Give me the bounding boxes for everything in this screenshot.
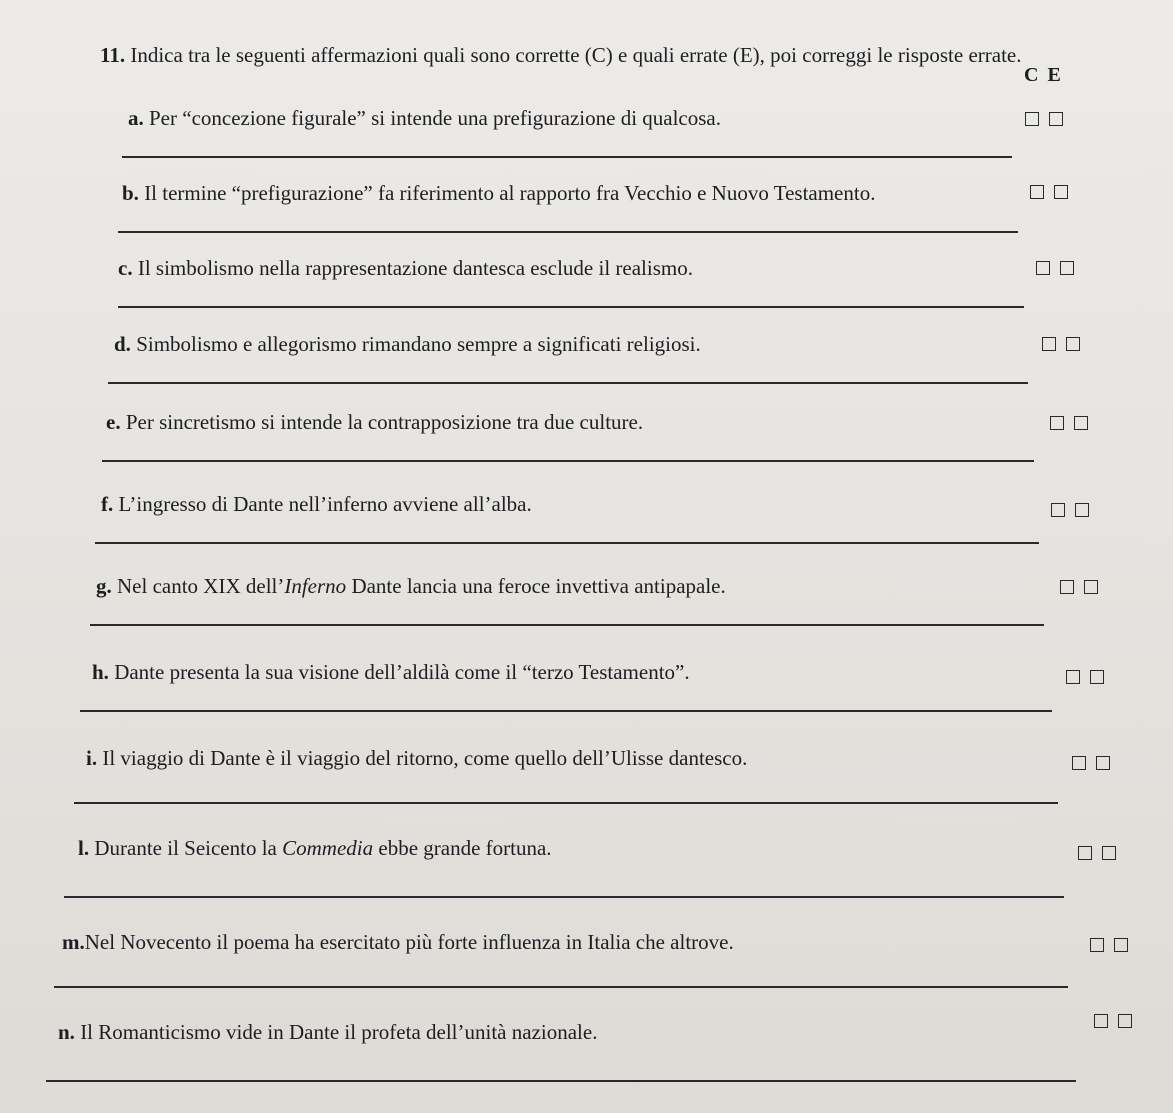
item-text-start: Durante il Seicento la	[94, 836, 283, 860]
statement-item	[114, 332, 1114, 392]
statement-item	[78, 836, 1128, 896]
checkbox-correct[interactable]	[1066, 670, 1080, 684]
item-text: Dante presenta la sua visione dell’aldilà come il “terzo Testamento”.	[114, 660, 690, 684]
answer-line[interactable]	[102, 460, 1034, 462]
statement-text	[122, 181, 875, 205]
checkbox-correct[interactable]	[1094, 1014, 1108, 1028]
statement-item	[58, 1020, 1138, 1080]
statement-item	[128, 106, 1128, 166]
item-text: Nel Novecento il poema ha esercitato più forte influenza in Italia che altrove.	[84, 930, 734, 954]
checkbox-correct[interactable]	[1030, 185, 1044, 199]
answer-boxes	[1090, 938, 1128, 952]
checkbox-correct[interactable]	[1036, 261, 1050, 275]
item-text: Per “concezione figurale” si intende una prefigurazione di qualcosa.	[149, 106, 721, 130]
answer-line[interactable]	[122, 156, 1012, 158]
item-letter: f.	[101, 492, 114, 516]
statement-item	[96, 574, 1116, 634]
item-letter: m.	[62, 930, 85, 954]
statement-text	[106, 410, 643, 434]
checkbox-error[interactable]	[1060, 261, 1074, 275]
answer-boxes	[1094, 1014, 1132, 1028]
statement-item	[122, 181, 1122, 241]
column-correct-label: C	[1024, 64, 1041, 86]
item-text-end: ebbe grande fortuna.	[373, 836, 552, 860]
checkbox-error[interactable]	[1074, 416, 1088, 430]
statement-text	[128, 106, 721, 130]
statement-text	[78, 836, 552, 860]
exercise-instruction	[100, 44, 1040, 66]
answer-line[interactable]	[118, 306, 1024, 308]
item-letter: d.	[114, 332, 131, 356]
answer-line[interactable]	[95, 542, 1039, 544]
item-letter: i.	[86, 746, 98, 770]
item-letter: e.	[106, 410, 121, 434]
answer-boxes	[1050, 416, 1088, 430]
answer-boxes	[1025, 112, 1063, 126]
statement-item	[118, 256, 1118, 316]
item-text: Il termine “prefigurazione” fa riferimento al rapporto fra Vecchio e Nuovo Testamento.	[144, 181, 876, 205]
statement-item	[106, 410, 1106, 470]
checkbox-error[interactable]	[1096, 756, 1110, 770]
item-text: Per sincretismo si intende la contrapposizione tra due culture.	[125, 410, 644, 434]
checkbox-correct[interactable]	[1072, 756, 1086, 770]
checkbox-error[interactable]	[1102, 846, 1116, 860]
checkbox-error[interactable]	[1084, 580, 1098, 594]
statement-text	[86, 746, 747, 770]
statement-item	[101, 492, 1111, 552]
checkbox-error[interactable]	[1075, 503, 1089, 517]
checkbox-error[interactable]	[1118, 1014, 1132, 1028]
checkbox-correct[interactable]	[1090, 938, 1104, 952]
answer-boxes	[1060, 580, 1098, 594]
answer-line[interactable]	[118, 231, 1018, 233]
answer-boxes	[1051, 503, 1089, 517]
statement-text	[58, 1020, 597, 1044]
statement-item	[62, 930, 1132, 990]
answer-boxes	[1030, 185, 1068, 199]
item-text-start: Nel canto XIX dell’	[117, 574, 285, 598]
item-letter: c.	[118, 256, 133, 280]
item-text-italic: Commedia	[282, 836, 374, 860]
item-letter: h.	[92, 660, 109, 684]
checkbox-error[interactable]	[1066, 337, 1080, 351]
statement-text	[114, 332, 701, 356]
instruction-text: Indica tra le seguenti affermazioni quali sono corrette (C) e quali errate (E), poi correggi le risposte errate.	[130, 43, 1022, 67]
checkbox-error[interactable]	[1054, 185, 1068, 199]
answer-boxes	[1078, 846, 1116, 860]
answer-line[interactable]	[54, 986, 1068, 988]
item-letter: g.	[96, 574, 112, 598]
checkbox-error[interactable]	[1114, 938, 1128, 952]
statement-item	[86, 746, 1126, 806]
statement-text	[101, 492, 532, 516]
item-text: Il viaggio di Dante è il viaggio del ritorno, come quello dell’Ulisse dantesco.	[102, 746, 748, 770]
item-text: Simbolismo e allegorismo rimandano sempre a significati religiosi.	[136, 332, 701, 356]
item-text: Il simbolismo nella rappresentazione dantesca esclude il realismo.	[137, 256, 693, 280]
answer-column-headers	[1024, 64, 1063, 87]
item-text: L’ingresso di Dante nell’inferno avviene all’alba.	[118, 492, 532, 516]
exercise-number: 11.	[100, 43, 126, 67]
answer-line[interactable]	[90, 624, 1044, 626]
statement-text	[92, 660, 690, 684]
statement-text	[96, 574, 726, 598]
answer-boxes	[1042, 337, 1080, 351]
checkbox-error[interactable]	[1049, 112, 1063, 126]
statement-text	[118, 256, 693, 280]
answer-boxes	[1066, 670, 1104, 684]
statement-text	[62, 930, 734, 954]
checkbox-correct[interactable]	[1050, 416, 1064, 430]
answer-line[interactable]	[74, 802, 1058, 804]
item-letter: l.	[78, 836, 90, 860]
answer-boxes	[1072, 756, 1110, 770]
answer-line[interactable]	[64, 896, 1064, 898]
item-text-end: Dante lancia una feroce invettiva antipapale.	[346, 574, 726, 598]
item-letter: a.	[128, 106, 144, 130]
item-text: Il Romanticismo vide in Dante il profeta dell’unità nazionale.	[80, 1020, 598, 1044]
column-error-label: E	[1047, 64, 1063, 86]
checkbox-correct[interactable]	[1060, 580, 1074, 594]
item-letter: n.	[58, 1020, 75, 1044]
answer-line[interactable]	[108, 382, 1028, 384]
checkbox-correct[interactable]	[1042, 337, 1056, 351]
answer-line[interactable]	[80, 710, 1052, 712]
answer-line[interactable]	[46, 1080, 1076, 1082]
checkbox-correct[interactable]	[1078, 846, 1092, 860]
checkbox-correct[interactable]	[1051, 503, 1065, 517]
item-letter: b.	[122, 181, 139, 205]
answer-boxes	[1036, 261, 1074, 275]
checkbox-error[interactable]	[1090, 670, 1104, 684]
checkbox-correct[interactable]	[1025, 112, 1039, 126]
item-text-italic: Inferno	[284, 574, 347, 598]
statement-item	[92, 660, 1122, 720]
